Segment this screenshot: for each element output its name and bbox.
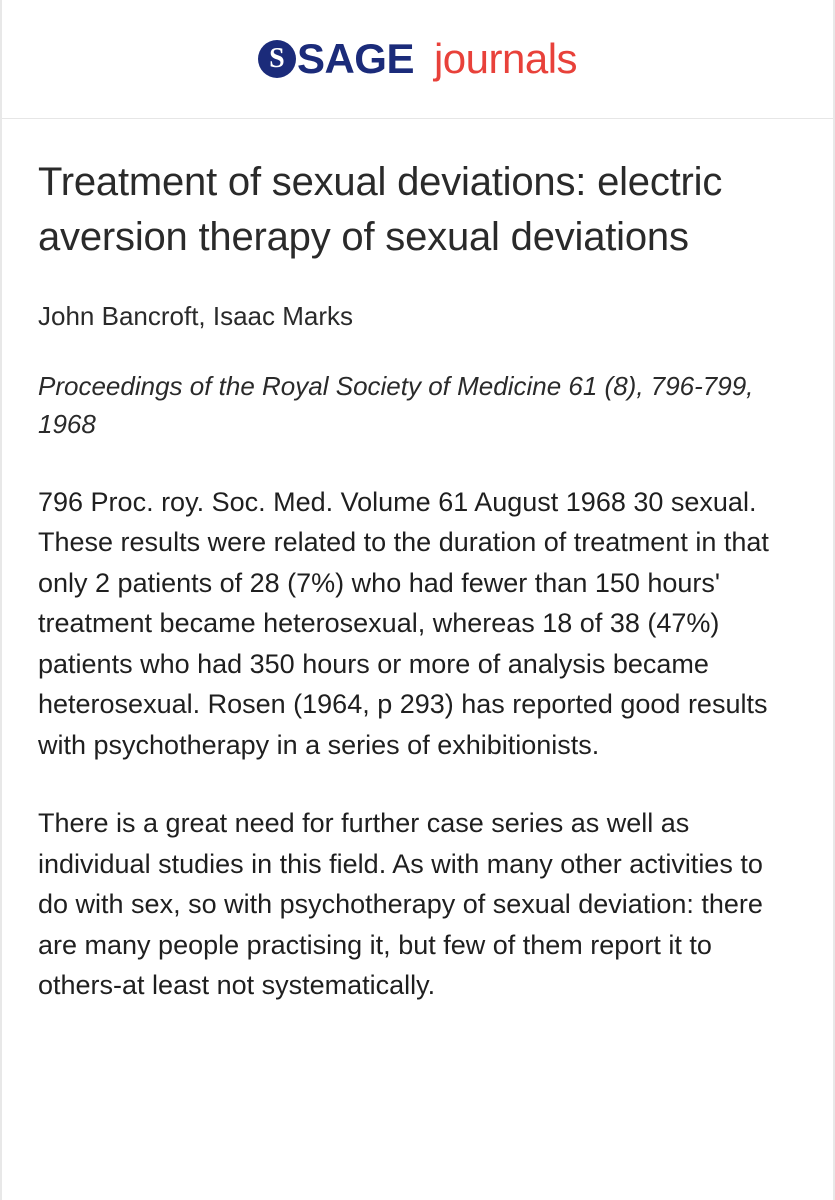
article-authors: John Bancroft, Isaac Marks [38,301,354,332]
brand-suffix: journals [433,35,578,82]
sage-seal-icon: S [258,40,296,78]
sage-wordmark [258,35,414,82]
abstract-paragraph: There is a great need for further case series as well as individual studies in this field. As with many other activities to do with sex, so with psychotherapy of sexual deviation: there are many people practising it, but few of them report it to others-at least not systematically. [38,808,763,1001]
article-citation: Proceedings of the Royal Society of Medicine 61 (8), 796-799, 1968 [38,371,754,440]
site-header [2,0,833,119]
brand-name: SAGE [296,35,414,82]
page-title: Treatment of sexual deviations: electric aversion therapy of sexual deviations [38,160,723,260]
abstract-paragraph: 796 Proc. roy. Soc. Med. Volume 61 August 1968 30 sexual. These results were related to the duration of treatment in that only 2 patients of 28 (7%) who had fewer than 150 hours' treatment became heterosexual, whereas 18 of 38 (47%) patients who had 350 hours or more of analysis became heterosexual. Rosen (1964, p 293) has reported good results with psychotherapy in a series of exhibitionists. [38,486,769,760]
article-content [2,119,833,1046]
sage-journals-logo[interactable] [258,35,578,82]
